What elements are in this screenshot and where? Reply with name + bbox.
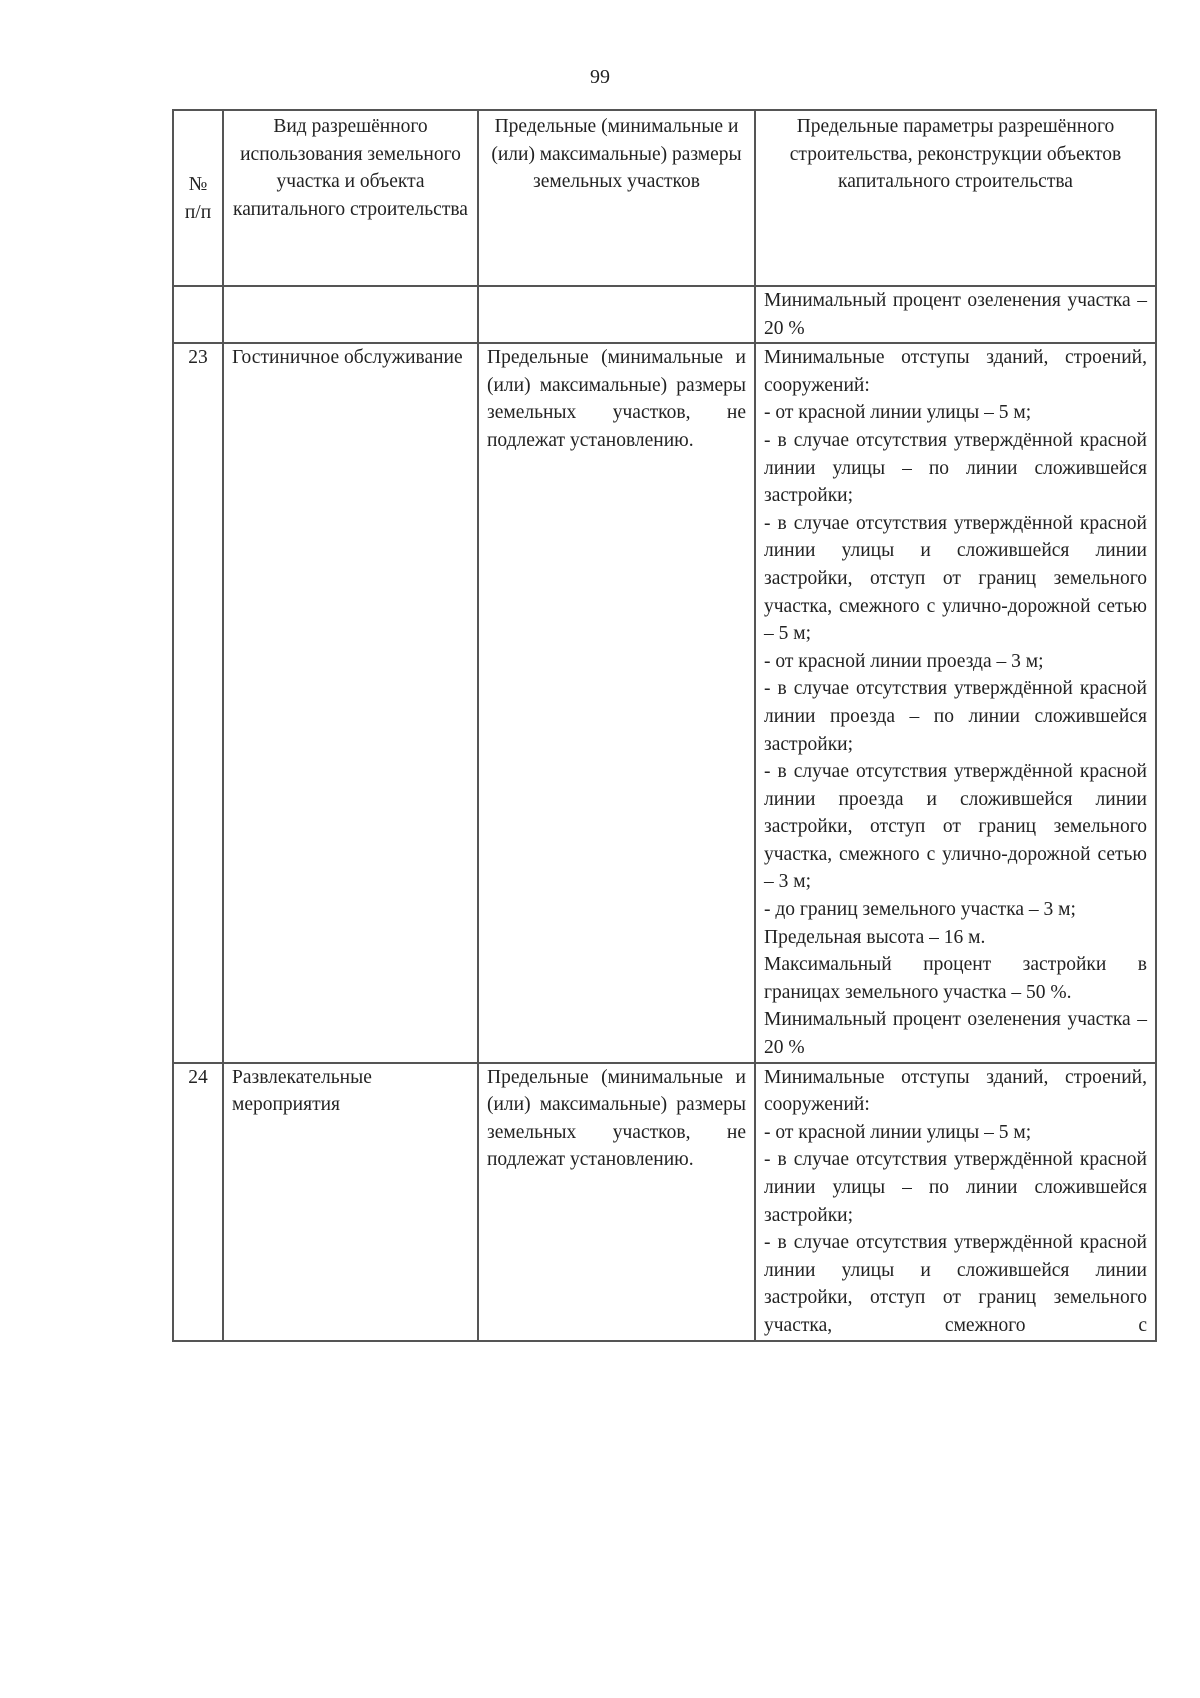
table-header-row	[173, 110, 1156, 286]
param-line: Минимальный процент озеленения участка – 20 %	[764, 1009, 1147, 1059]
row-sizes: Предельные (минимальные и (или) максимальные) размеры земельных участков, не подлежат установлению.	[478, 1063, 755, 1341]
param-line: - от красной линии улицы – 5 м;	[764, 402, 1032, 424]
param-line: - в случае отсутствия утверждённой красной линии проезда – по линии сложившейся застройки;	[764, 678, 1147, 755]
table-row	[173, 343, 1156, 1062]
param-line: Минимальные отступы зданий, строений, сооружений:	[764, 347, 1147, 396]
param-line: - в случае отсутствия утверждённой красной линии улицы – по линии сложившейся застройки;	[764, 1149, 1147, 1226]
header-number: № п/п	[173, 110, 223, 286]
row-kind: Развлекательные мероприятия	[223, 1063, 478, 1341]
header-kind: Вид разрешённого использования земельного участка и объекта капитального строительства	[223, 110, 478, 286]
param-line: - в случае отсутствия утверждённой красной линии улицы и сложившейся линии застройки, отступ от границ земельного участка, смежного с	[764, 1232, 1147, 1336]
param-line: Минимальные отступы зданий, строений, сооружений:	[764, 1066, 1147, 1116]
param-line: Предельная высота – 16 м.	[764, 926, 986, 948]
param-line: - в случае отсутствия утверждённой красной линии улицы – по линии сложившейся застройки;	[764, 429, 1147, 507]
param-line: - в случае отсутствия утверждённой красной линии улицы и сложившейся линии застройки, отступ от границ земельного участка, смежного с улично-дорожной сетью – 5 м;	[764, 512, 1147, 645]
page-number: 99	[590, 66, 610, 88]
table-row	[173, 1063, 1156, 1341]
row-number: 23	[173, 343, 223, 1062]
param-line: - в случае отсутствия утверждённой красной линии проезда и сложившейся линии застройки, отступ от границ земельного участка, смежного с улично-дорожной сетью – 3 м;	[764, 761, 1147, 893]
continuation-params: Минимальный процент озеленения участка – 20 %	[755, 286, 1156, 343]
header-params: Предельные параметры разрешённого строительства, реконструкции объектов капитального строительства	[755, 110, 1156, 286]
row-params	[755, 1063, 1156, 1341]
row-number: 24	[173, 1063, 223, 1341]
regulations-table	[172, 109, 1157, 1342]
param-line: Максимальный процент застройки в границах земельного участка – 50 %.	[764, 954, 1147, 1003]
table-row-continuation	[173, 286, 1156, 343]
row-kind: Гостиничное обслуживание	[223, 343, 478, 1062]
param-line: - от красной линии улицы – 5 м;	[764, 1121, 1032, 1143]
param-line: - до границ земельного участка – 3 м;	[764, 899, 1076, 921]
row-params	[755, 343, 1156, 1062]
header-sizes: Предельные (минимальные и (или) максимальные) размеры земельных участков	[478, 110, 755, 286]
row-sizes: Предельные (минимальные и (или) максимальные) размеры земельных участков, не подлежат установлению.	[478, 343, 755, 1062]
param-line: - от красной линии проезда – 3 м;	[764, 650, 1044, 672]
